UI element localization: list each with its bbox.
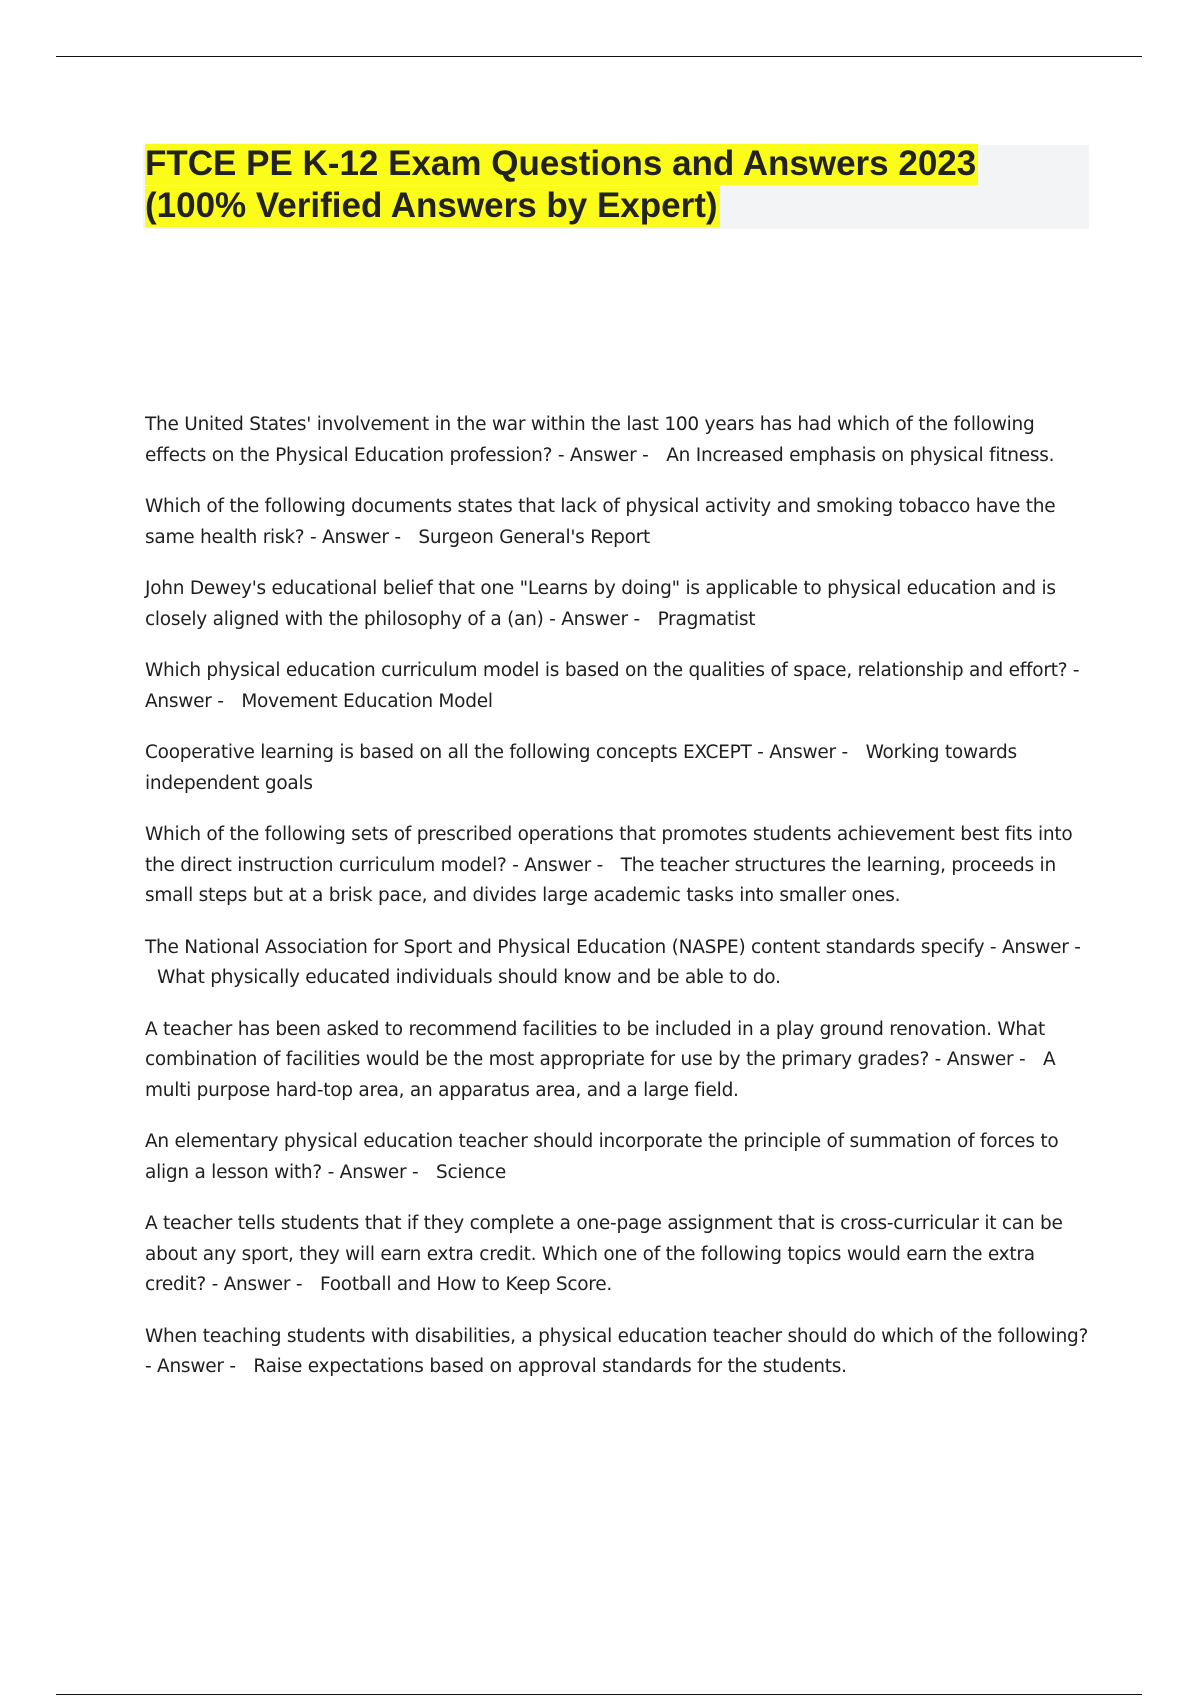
qa-item (145, 1322, 1095, 1383)
answer-text: Science (436, 1161, 506, 1183)
answer-separator: - Answer - (506, 854, 609, 876)
bottom-rule (56, 1694, 1142, 1695)
answer-text: Surgeon General's Report (418, 526, 651, 548)
qa-item (145, 410, 1095, 471)
question-text: Which physical education curriculum model is based on the qualities of space, relationship and effort? (145, 660, 1068, 681)
question-text: John Dewey's educational belief that one "Learns by doing" is applicable to physical education and is closely aligned with the philosophy of a (an) (145, 578, 1056, 630)
qa-list (145, 410, 1095, 1404)
question-text: A teacher tells students that if they complete a one-page assignment that is cross-curricular it can be about any sport, they will earn extra credit. Which one of the following topics would earn the extra credit? (145, 1213, 1063, 1295)
question-text: The United States' involvement in the war within the last 100 years has had which of the following effects on the Physical Education profession? (145, 414, 1035, 466)
answer-text: Pragmatist (657, 608, 756, 630)
answer-text: Raise expectations based on approval standards for the students. (253, 1356, 847, 1377)
qa-item (145, 574, 1095, 635)
question-text: When teaching students with disabilities, a physical education teacher should do which of the following? (145, 1325, 1089, 1347)
title-highlight: FTCE PE K-12 Exam Questions and Answers 2023 (100% Verified Answers by Expert) (145, 144, 977, 225)
question-text: An elementary physical education teacher should incorporate the principle of summation of forces to align a lesson with? (145, 1131, 1059, 1183)
answer-separator: - Answer - (751, 742, 854, 763)
answer-separator: - Answer - (552, 444, 655, 466)
question-text: The National Association for Sport and Physical Education (NASPE) content standards specify (145, 936, 985, 958)
answer-text: Movement Education Model (241, 690, 493, 712)
answer-separator: - Answer - (205, 1274, 308, 1295)
qa-item (145, 1127, 1095, 1188)
answer-separator: - Answer - (145, 1356, 242, 1377)
top-rule (56, 56, 1142, 57)
question-text: Which of the following sets of prescribed operations that promotes students achievement best fits into the direct instruction curriculum model? (145, 824, 1073, 876)
answer-text: What physically educated individuals should know and be able to do. (157, 967, 781, 988)
document-title (145, 143, 1085, 227)
qa-item (145, 656, 1095, 717)
answer-separator: - Answer - (543, 608, 646, 630)
answer-text: Football and How to Keep Score. (319, 1274, 613, 1295)
qa-item (145, 933, 1095, 994)
answer-text: A multi purpose hard-top area, an apparatus area, and a large field. (145, 1049, 1056, 1101)
answer-separator: - Answer - (321, 1161, 424, 1183)
qa-item (145, 1015, 1095, 1107)
answer-text: Working towards independent goals (145, 742, 1017, 794)
question-text: Which of the following documents states that lack of physical activity and smoking tobacco have the same health risk? (145, 496, 1056, 548)
question-text: Cooperative learning is based on all the following concepts EXCEPT (145, 742, 752, 763)
answer-separator: - Answer - (984, 936, 1081, 958)
answer-separator: - Answer - (145, 660, 1080, 712)
answer-text: The teacher structures the learning, proceeds in small steps but at a brisk pace, and divides large academic tasks into smaller ones. (145, 854, 1056, 906)
qa-item (145, 492, 1095, 553)
qa-item (145, 738, 1095, 799)
question-text: A teacher has been asked to recommend facilities to be included in a play ground renovation. What combination of facilities would be the most appropriate for use by the primary grades? (145, 1018, 1045, 1070)
answer-separator: - Answer - (304, 526, 407, 548)
answer-text: An Increased emphasis on physical fitness. (666, 444, 1055, 466)
answer-separator: - Answer - (929, 1049, 1032, 1070)
qa-item (145, 820, 1095, 912)
qa-item (145, 1209, 1095, 1301)
